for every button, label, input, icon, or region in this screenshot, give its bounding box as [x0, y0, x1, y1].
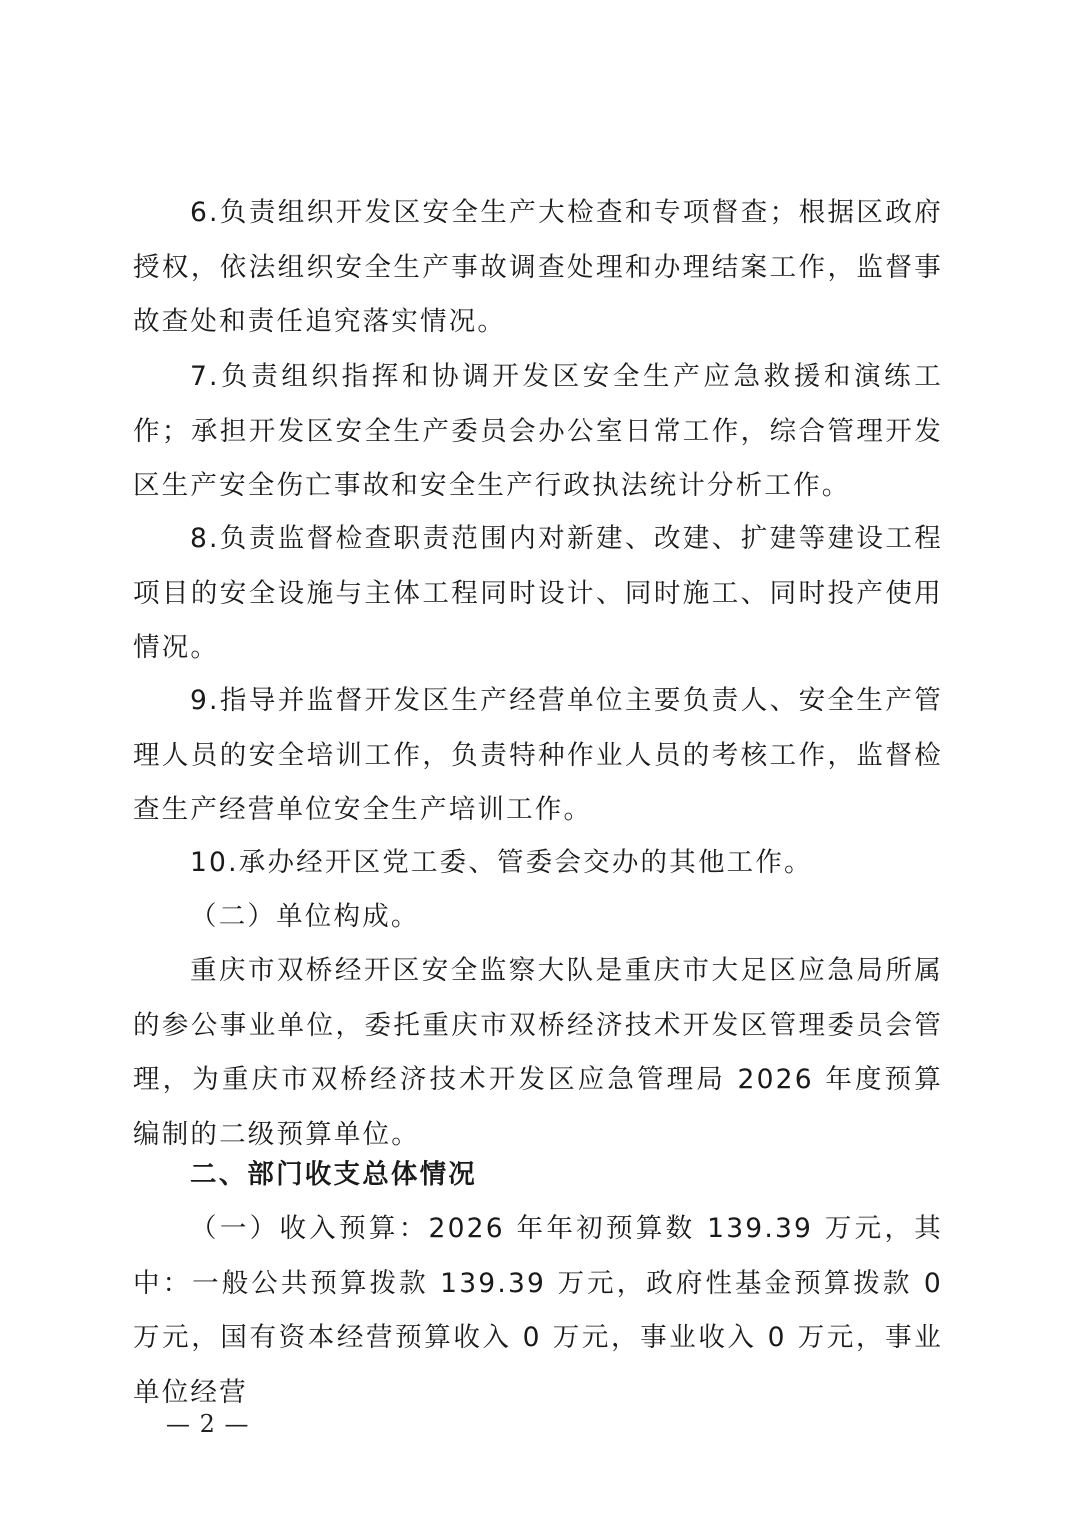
paragraph-duty-6: 6.负责组织开发区安全生产大检查和专项督查；根据区政府授权，依法组织安全生产事故调查处理和办理结案工作，监督事故查处和责任追究落实情况。	[133, 197, 943, 337]
section-heading-overall-budget: 二、部门收支总体情况	[190, 1159, 477, 1190]
paragraph-duty-10: 10.承办经开区党工委、管委会交办的其他工作。	[190, 847, 813, 878]
paragraph-unit-composition: 重庆市双桥经开区安全监察大队是重庆市大足区应急局所属的参公事业单位，委托重庆市双桥经济技术开发区管理委员会管理，为重庆市双桥经济技术开发区应急管理局 2026 年度预算编制的二级预算单位。	[133, 955, 943, 1150]
section-subheading-unit-composition: （二）单位构成。	[190, 901, 420, 932]
paragraph-duty-9: 9.指导并监督开发区生产经营单位主要负责人、安全生产管理人员的安全培训工作，负责特种作业人员的考核工作，监督检查生产经营单位安全生产培训工作。	[133, 685, 943, 825]
paragraph-duty-7: 7.负责组织指挥和协调开发区安全生产应急救援和演练工作；承担开发区安全生产委员会办公室日常工作，综合管理开发区生产安全伤亡事故和安全生产行政执法统计分析工作。	[133, 361, 943, 501]
page-number: — 2 —	[166, 1410, 250, 1438]
paragraph-duty-8: 8.负责监督检查职责范围内对新建、改建、扩建等建设工程项目的安全设施与主体工程同时设计、同时施工、同时投产使用情况。	[133, 523, 943, 663]
paragraph-income-budget: （一）收入预算：2026 年年初预算数 139.39 万元，其中：一般公共预算拨款 139.39 万元，政府性基金预算拨款 0 万元，国有资本经营预算收入 0 万元，事业收入 0 万元，事业单位经营	[133, 1213, 943, 1408]
